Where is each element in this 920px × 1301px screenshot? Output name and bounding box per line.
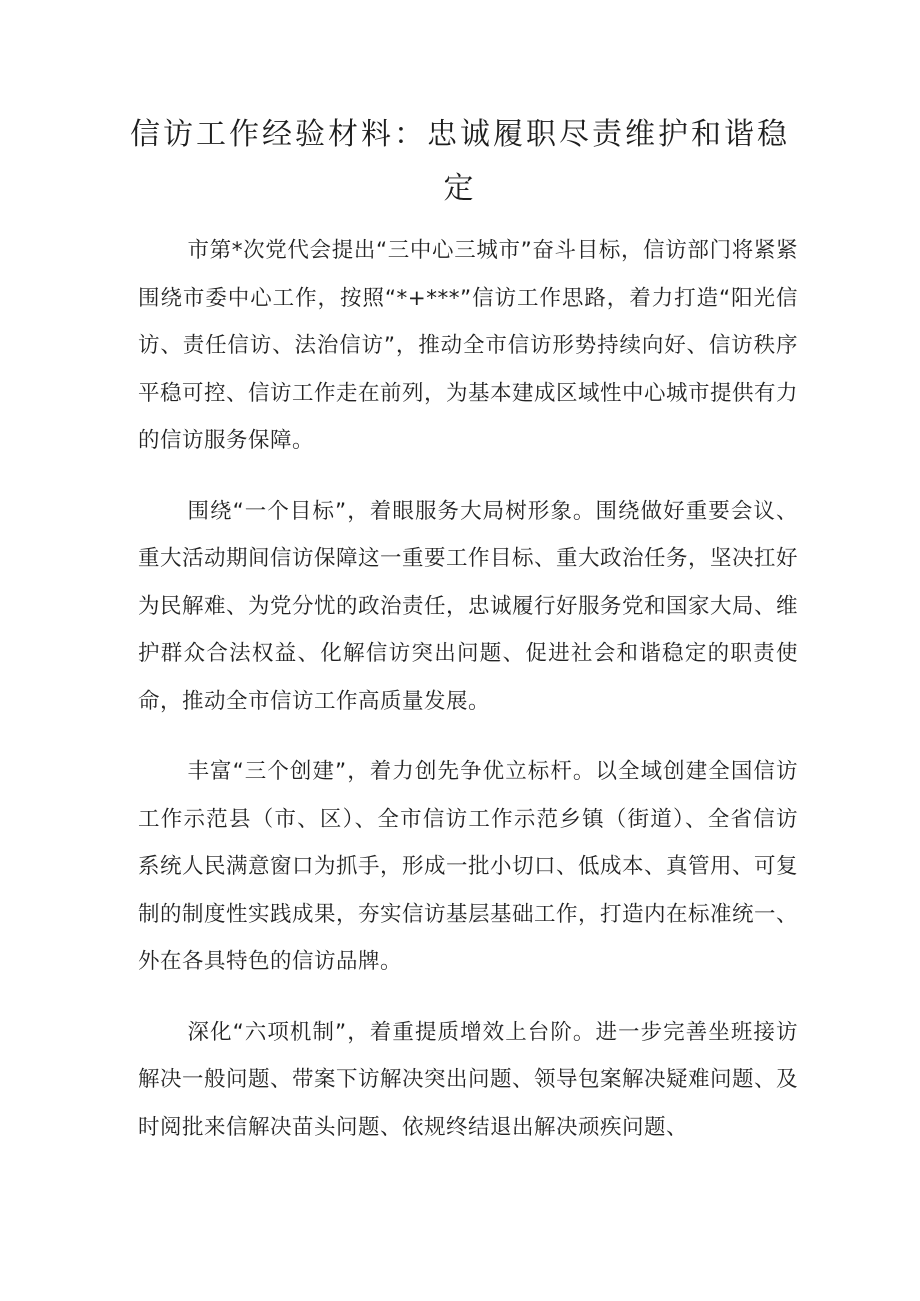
- paragraph: 围绕“一个目标”，着眼服务大局树形象。围绕做好重要会议、重大活动期间信访保障这一重要工作目标、重大政治任务，坚决扛好为民解难、为党分忧的政治责任，忠诚履行好服务党和国家大局、维护群众合法权益、化解信访突出问题、促进社会和谐稳定的职责使命，推动全市信访工作高质量发展。: [138, 498, 799, 714]
- paragraph: 市第*次党代会提出“三中心三城市”奋斗目标，信访部门将紧紧围绕市委中心工作，按照“*+***”信访工作思路，着力打造“阳光信访、责任信访、法治信访”，推动全市信访形势持续向好、信访秩序平稳可控、信访工作走在前列，为基本建成区域性中心城市提供有力的信访服务保障。: [138, 238, 799, 453]
- paragraph: 丰富“三个创建”，着力创先争优立标杆。以全域创建全国信访工作示范县（市、区）、全市信访工作示范乡镇（街道）、全省信访系统人民满意窗口为抓手，形成一批小切口、低成本、真管用、可复制的制度性实践成果，夯实信访基层基础工作，打造内在标准统一、外在各具特色的信访品牌。: [138, 759, 799, 974]
- document-body: [138, 227, 798, 1174]
- document-title: 信访工作经验材料：忠诚履职尽责维护和谐稳定: [130, 117, 790, 206]
- paragraph: 深化“六项机制”，着重提质增效上台阶。进一步完善坐班接访解决一般问题、带案下访解决突出问题、领导包案解决疑难问题、及时阅批来信解决苗头问题、依规终结退出解决顽疾问题、: [138, 1019, 799, 1140]
